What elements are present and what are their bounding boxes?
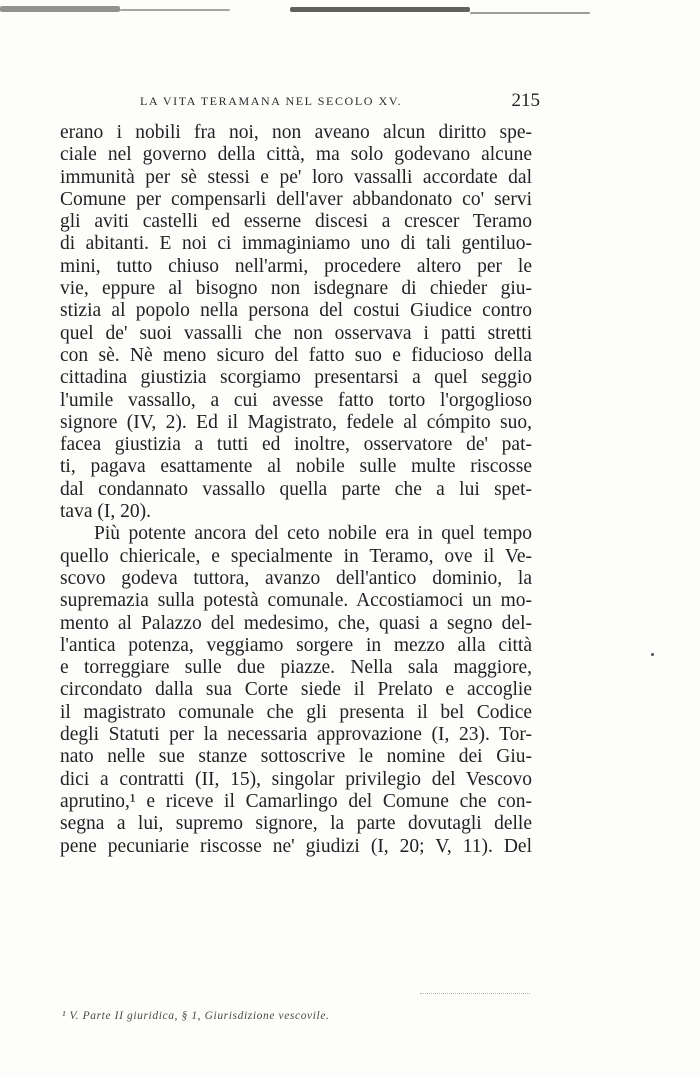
text-line: circondato dalla sua Corte siede il Prelato e accoglie (60, 679, 532, 701)
text-line: l'umile vassallo, a cui avesse fatto torto l'orgoglioso (60, 389, 532, 411)
text-line: il magistrato comunale che gli presenta il bel Codice (60, 701, 532, 723)
text-line: gli aviti castelli ed esserne discesi a crescer Teramo (60, 211, 532, 233)
text-line: di abitanti. E noi ci immaginiamo uno di tali gentiluo- (60, 233, 532, 255)
scan-edge-mark (120, 9, 230, 11)
margin-speck (651, 653, 654, 656)
page-number: 215 (511, 90, 540, 111)
text-line: Più potente ancora del ceto nobile era in quel tempo (94, 523, 532, 545)
text-line: supremazia sulla potestà comunale. Accostiamoci un mo- (60, 590, 532, 612)
scan-edge-mark (290, 7, 470, 12)
text-line: l'antica potenza, veggiamo sorgere in mezzo alla città (60, 634, 532, 656)
text-line: facea giustizia a tutti ed inoltre, osservatore de' pat- (60, 434, 532, 456)
text-line: segna a lui, supremo signore, la parte dovutagli delle (60, 813, 532, 835)
text-line: quel de' suoi vassalli che non osservava i patti stretti (60, 322, 532, 344)
text-line: erano i nobili fra noi, non aveano alcun diritto spe- (60, 122, 532, 143)
text-line: vie, eppure al bisogno non isdegnare di chieder giu- (60, 278, 532, 300)
text-line: e torreggiare sulle due piazze. Nella sala maggiore, (60, 657, 532, 679)
text-line: signore (IV, 2). Ed il Magistrato, fedele al cómpito suo, (60, 411, 532, 433)
text-line: degli Statuti per la necessaria approvazione (I, 23). Tor- (60, 724, 532, 746)
text-line: dici a contratti (II, 15), singolar privilegio del Vescovo (60, 768, 532, 790)
text-line: mini, tutto chiuso nell'armi, procedere altero per le (60, 255, 532, 277)
text-line: dal condannato vassallo quella parte che a lui spet- (60, 478, 532, 500)
scan-edge-mark (0, 6, 120, 12)
running-title: LA VITA TERAMANA NEL SECOLO XV. (140, 94, 403, 108)
running-header (100, 92, 540, 112)
text-line: stizia al popolo nella persona del costui Giudice contro (60, 300, 532, 322)
text-line: ti, pagava esattamente al nobile sulle multe riscosse (60, 456, 532, 478)
text-line: scovo godeva tuttora, avanzo dell'antico dominio, la (60, 567, 532, 589)
scan-edge-mark (470, 12, 590, 14)
text-line: aprutino,¹ e riceve il Camarlingo del Comune che con- (60, 790, 532, 812)
body-text (60, 122, 532, 858)
text-line: immunità per sè stessi e pe' loro vassalli accordate dal (60, 166, 532, 188)
footnote: ¹ V. Parte II giuridica, § 1, Giurisdizione vescovile. (62, 1010, 330, 1022)
text-line: cittadina giustizia scorgiamo presentarsi a quel seggio (60, 367, 532, 389)
text-line: ciale nel governo della città, ma solo godevano alcune (60, 144, 532, 166)
text-line: con sè. Nè meno sicuro del fatto suo e fiducioso della (60, 344, 532, 366)
text-line: quello chiericale, e specialmente in Teramo, ove il Ve- (60, 545, 532, 567)
text-line: Comune per compensarli dell'aver abbandonato co' servi (60, 188, 532, 210)
text-line: tava (I, 20). (60, 501, 151, 523)
text-line: pene pecuniarie riscosse ne' giudizi (I, 20; V, 11). Del (60, 835, 532, 857)
footnote-separator (420, 993, 530, 994)
text-line: nato nelle sue stanze sottoscrive le nomine dei Giu- (60, 746, 532, 768)
text-line: mento al Palazzo del medesimo, che, quasi a segno del- (60, 612, 532, 634)
